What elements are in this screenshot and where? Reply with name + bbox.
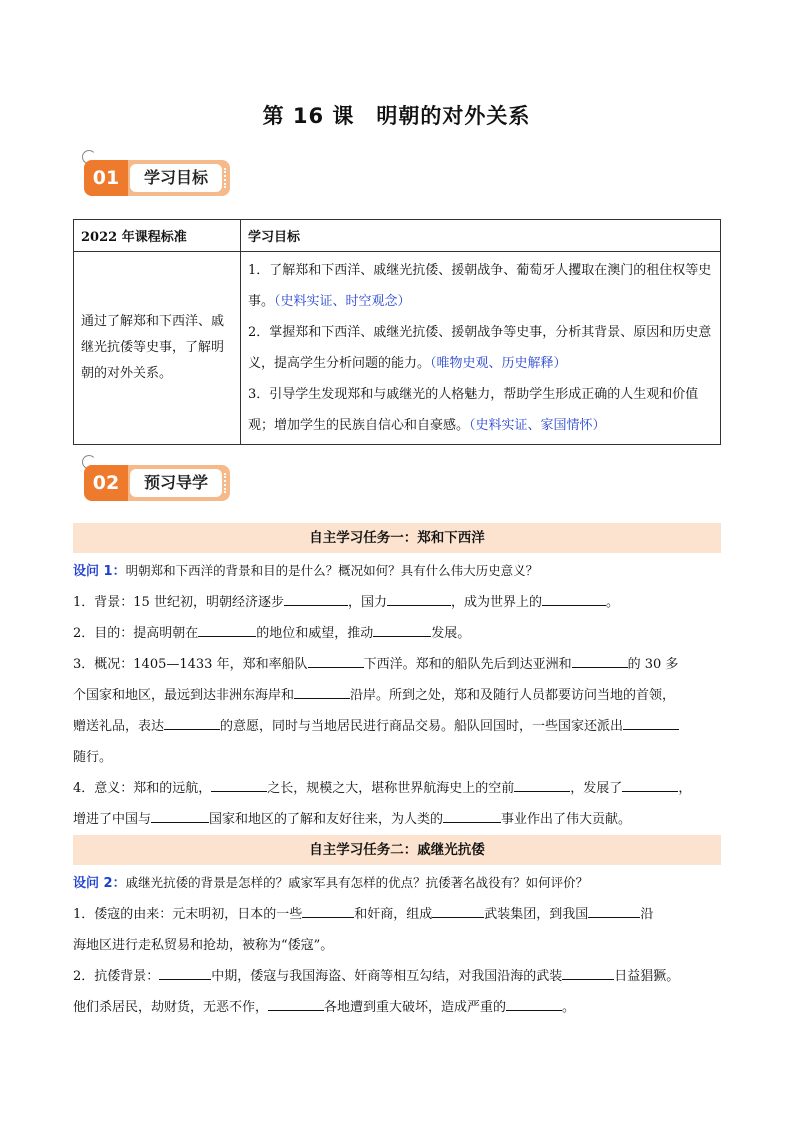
text-line: 1．倭寇的由来：元末明初，日本的一些 和奸商，组成 武装集团，到我国 沿 [73, 899, 721, 930]
section-label: 学习目标 [130, 164, 222, 192]
text-line: 3．概况：1405—1433 年，郑和率船队 下西洋。郑和的船队先后到达亚洲和 的 30 多 [73, 649, 721, 680]
question-2: 设问 2：戚继光抗倭的背景是怎样的？戚家军具有怎样的优点？抗倭著名战役有？如何评价？ [73, 875, 589, 891]
task1-bar: 自主学习任务一：郑和下西洋 [73, 523, 721, 553]
text-line: 2．抗倭背景： 中期，倭寇与我国海盗、奸商等相互勾结，对我国沿海的武装 日益猖獗。 [73, 961, 721, 992]
text-line: 2．目的：提高明朝在 的地位和威望，推动 发展。 [73, 618, 721, 649]
question-1: 设问 1：明朝郑和下西洋的背景和目的是什么？概况如何？具有什么伟大历史意义？ [73, 563, 539, 579]
section-label: 预习导学 [130, 469, 222, 497]
section-header-preview [82, 455, 232, 497]
goal-item: 1．了解郑和下西洋、戚继光抗倭、援朝战争、葡萄牙人攫取在澳门的租住权等史事。（史料实证、时空观念） [248, 263, 712, 309]
goal-item: 3．引导学生发现郑和与戚继光的人格魅力，帮助学生形成正确的人生观和价值观；增加学生的民族自信心和自豪感。（史料实证、家国情怀） [248, 387, 699, 433]
text-line: 海地区进行走私贸易和抢劫，被称为“倭寇”。 [73, 938, 334, 953]
text-line: 1．背景：15 世纪初，明朝经济逐步 ，国力 ，成为世界上的 。 [73, 587, 721, 618]
header-standard: 2022 年课程标准 [74, 220, 241, 252]
header-goal: 学习目标 [241, 220, 721, 252]
task2-content [73, 867, 721, 1023]
page-title: 第 16 课 明朝的对外关系 [262, 104, 531, 128]
text-line: 他们杀居民，劫财货，无恶不作， 各地遭到重大破坏，造成严重的 。 [73, 992, 721, 1023]
section-number: 01 [84, 160, 128, 196]
section-header-goals [82, 150, 232, 192]
goals-cell [241, 252, 721, 445]
goals-table [73, 219, 721, 445]
section-number: 02 [84, 465, 128, 501]
task2-bar: 自主学习任务二：戚继光抗倭 [73, 835, 721, 865]
text-line: 赠送礼品，表达 的意愿，同时与当地居民进行商品交易。船队回国时，一些国家还派出 [73, 711, 721, 742]
text-line: 个国家和地区，最远到达非洲东海岸和 沿岸。所到之处，郑和及随行人员都要访问当地的首领， [73, 680, 721, 711]
task1-content [73, 555, 721, 835]
text-line: 随行。 [73, 750, 113, 765]
standard-cell: 通过了解郑和下西洋、戚继光抗倭等史事，了解明朝的对外关系。 [74, 252, 241, 445]
text-line: 4．意义：郑和的远航， 之长，规模之大，堪称世界航海史上的空前 ，发展了 ， [73, 773, 721, 804]
text-line: 增进了中国与 国家和地区的了解和友好往来，为人类的 事业作出了伟大贡献。 [73, 804, 721, 835]
goal-item: 2．掌握郑和下西洋、戚继光抗倭、援朝战争等史事，分析其背景、原因和历史意义，提高学生分析问题的能力。（唯物史观、历史解释） [248, 325, 712, 371]
